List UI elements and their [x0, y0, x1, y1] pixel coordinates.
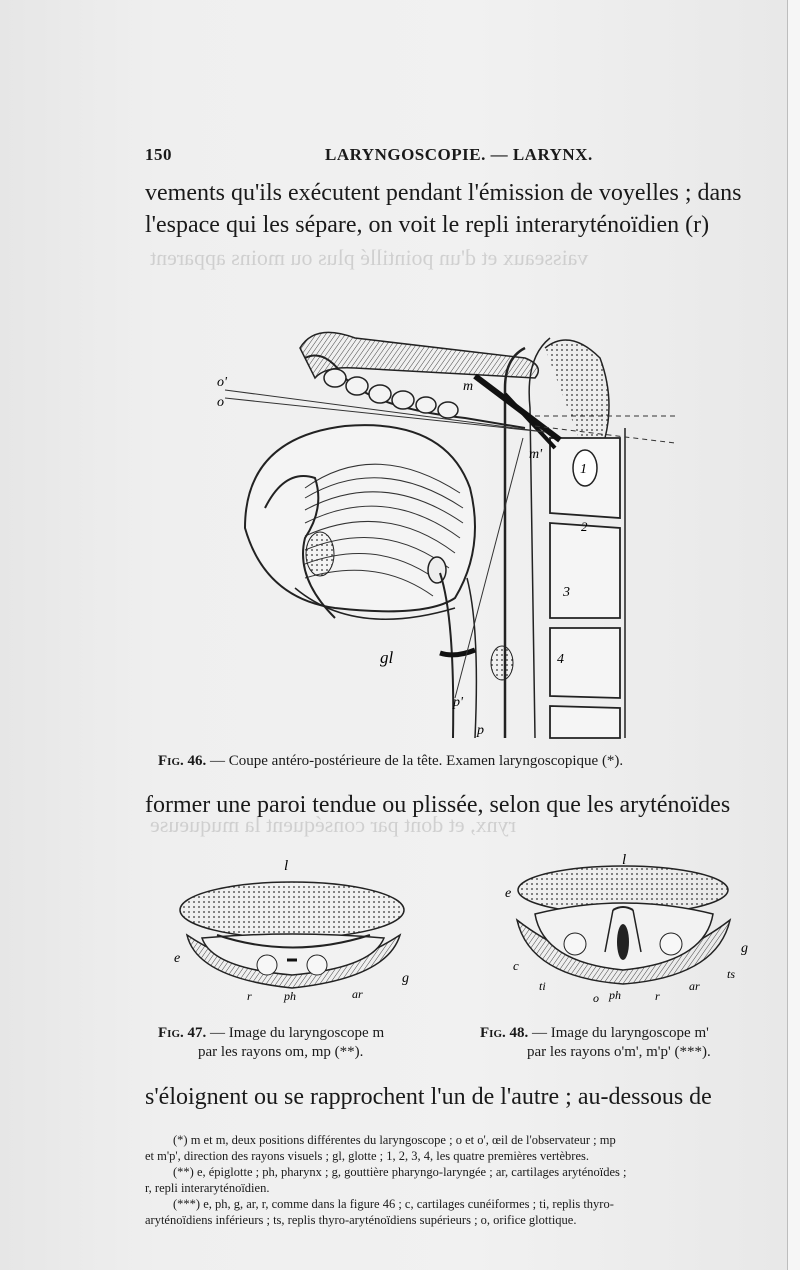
running-title: LARYNGOSCOPIE. — LARYNX.	[325, 145, 593, 164]
figure-48-caption-line2: par les rayons o'm', m'p' (***).	[527, 1044, 711, 1060]
laryngoscope-image-48	[505, 852, 755, 1005]
label-ph: ph	[284, 989, 296, 1003]
figure-46-label: Fig. 46.	[158, 753, 207, 769]
bleed-through-text: vaisseaux et d'un pointillé plus ou moins apparent	[150, 245, 589, 270]
label-o: o	[593, 991, 599, 1005]
body-text-line: s'éloignent ou se rapprochent l'un de l'autre ; au-dessous de	[145, 1084, 712, 1110]
label-r: r	[247, 989, 252, 1003]
body-text-line: vements qu'ils exécutent pendant l'émission de voyelles ; dans	[145, 180, 742, 206]
label-r: r	[655, 989, 660, 1003]
label-vertebra-4: 4	[557, 652, 564, 667]
body-text-line: former une paroi tendue ou plissée, selon que les aryténoïdes	[145, 792, 731, 818]
label-e: e	[174, 951, 181, 966]
label-ts: ts	[727, 967, 736, 981]
label-c: c	[513, 958, 519, 973]
figure-47-caption-line2: par les rayons om, mp (**).	[198, 1044, 364, 1060]
figure-47-caption	[158, 1024, 384, 1043]
figure-46-caption-text: — Coupe antéro-postérieure de la tête. Examen laryngoscopique (*).	[206, 753, 624, 769]
label-m-prime: m'	[529, 447, 543, 462]
footnote-1-line2: et m'p', direction des rayons visuels ; gl, glotte ; 1, 2, 3, 4, les quatre premières vertèbres.	[145, 1149, 589, 1163]
label-m: m	[463, 379, 474, 394]
page-number: 150	[145, 145, 172, 164]
page-edge	[787, 0, 800, 1270]
running-header	[145, 145, 750, 171]
footnote-1-line1: (*) m et m, deux positions différentes du laryngoscope ; o et o', œil de l'observateur ; mp	[173, 1133, 616, 1147]
footnote-2-line2: r, repli interaryténoïdien.	[145, 1181, 270, 1195]
label-ar: ar	[352, 987, 363, 1001]
body-text-line: l'espace qui les sépare, on voit le repli interaryténoïdien (r)	[145, 212, 710, 238]
label-ph: ph	[609, 988, 621, 1002]
laryngoscope-image-47	[172, 860, 412, 1005]
figure-48-caption	[480, 1024, 709, 1043]
figure-46-caption	[158, 752, 623, 771]
label-g: g	[402, 971, 409, 986]
footnote-3-line1: (***) e, ph, g, ar, r, comme dans la figure 46 ; c, cartilages cunéiformes ; ti, replis thyro-	[173, 1197, 614, 1211]
label-ar: ar	[689, 979, 700, 993]
bleed-through-text: rynx, et dont par conséquent la muqueuse	[150, 812, 516, 837]
label-l: l	[284, 860, 289, 874]
figure-48-caption-line1: — Image du laryngoscope m'	[528, 1025, 709, 1041]
label-g: g	[741, 941, 748, 956]
footnote-2-line1: (**) e, épiglotte ; ph, pharynx ; g, gouttière pharyngo-laryngée ; ar, cartilages aryténoïdes ;	[173, 1165, 627, 1179]
figure-48-illustration	[505, 852, 755, 1005]
label-ti: ti	[539, 979, 546, 993]
label-p-prime: p'	[453, 695, 463, 710]
footnote-3-line2: aryténoïdiens inférieurs ; ts, replis thyro-aryténoïdiens supérieurs ; o, orifice glottique.	[145, 1213, 577, 1227]
head-section-drawing	[205, 318, 685, 748]
label-vertebra-2: 2	[581, 519, 588, 534]
label-e: e	[505, 886, 512, 901]
figure-47-label: Fig. 47.	[158, 1025, 207, 1041]
label-o-prime: o'	[217, 375, 227, 390]
label-l: l	[622, 852, 627, 868]
figure-47-caption-line1: — Image du laryngoscope m	[206, 1025, 385, 1041]
figure-46-illustration	[205, 318, 685, 748]
label-vertebra-1: 1	[580, 462, 587, 477]
label-p: p	[477, 723, 484, 738]
figure-48-label: Fig. 48.	[480, 1025, 529, 1041]
label-vertebra-3: 3	[563, 585, 570, 600]
figure-47-illustration	[172, 860, 412, 1005]
label-o: o	[217, 395, 224, 410]
label-gl: gl	[380, 648, 394, 667]
